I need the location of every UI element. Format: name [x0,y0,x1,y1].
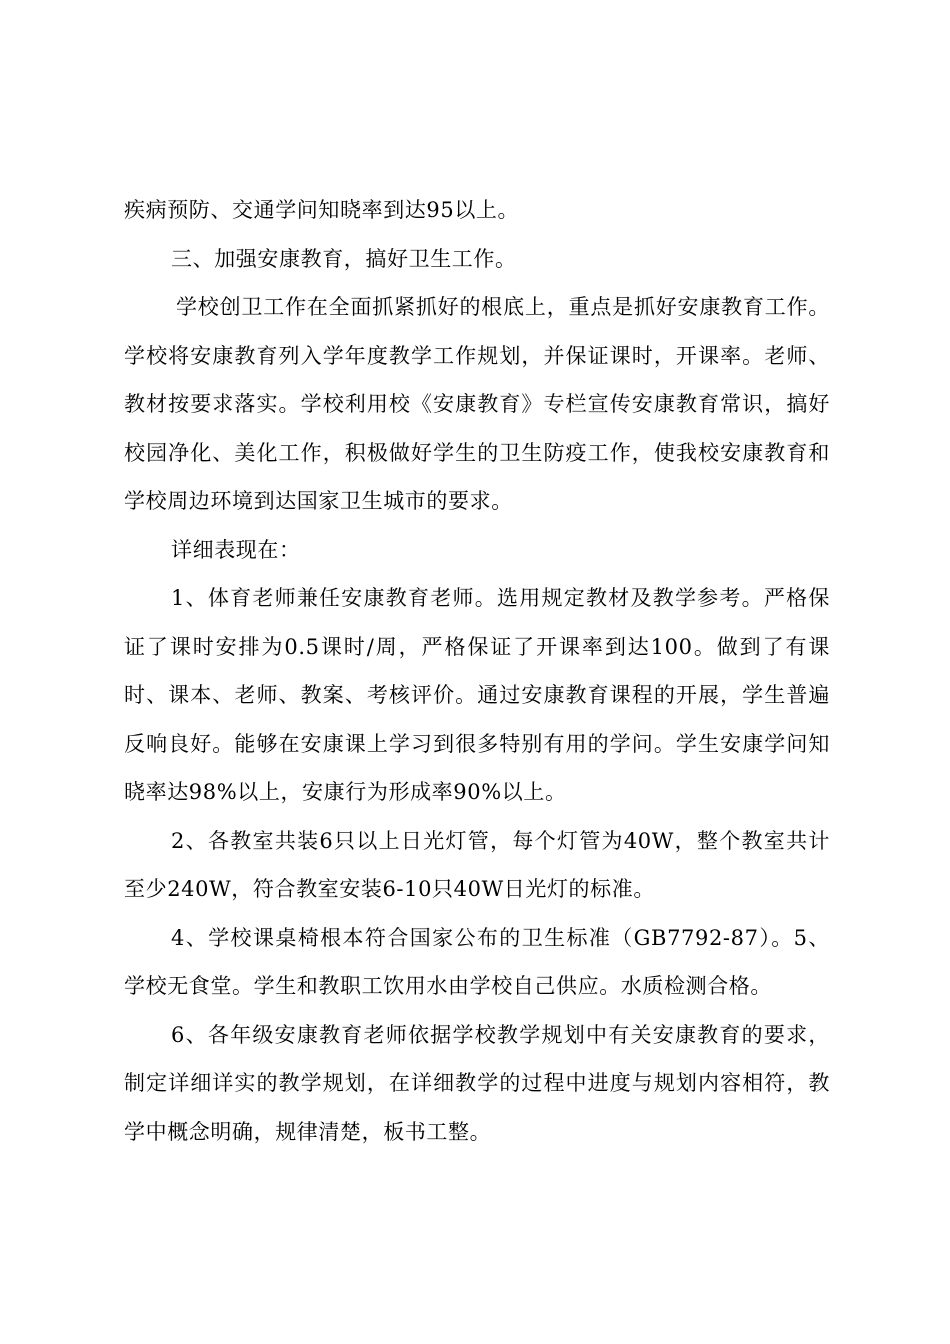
paragraph-item-2: 2、各教室共装6只以上日光灯管，每个灯管为40W，整个教室共计至少240W，符合教室安装6-10只40W日光灯的标准。 [124,828,830,901]
paragraph-continuation: 疾病预防、交通学问知晓率到达95以上。 [124,198,520,222]
paragraph-details-label: 详细表现在： [171,537,301,562]
paragraph-item-6: 6、各年级安康教育老师依据学校教学规划中有关安康教育的要求，制定详细详实的教学规划，在详细教学的过程中进度与规划内容相符，教学中概念明确，规律清楚，板书工整。 [124,1022,830,1144]
paragraph-item-4-5: 4、学校课桌椅根本符合国家公布的卫生标准（GB7792-87）。5、学校无食堂。学生和教职工饮用水由学校自己供应。水质检测合格。 [124,925,830,998]
paragraph-section-intro: 学校创卫工作在全面抓紧抓好的根底上，重点是抓好安康教育工作。学校将安康教育列入学年度教学工作规划，并保证课时，开课率。老师、教材按要求落实。学校利用校《安康教育》专栏宣传安康教育常识，搞好校园净化、美化工作，积极做好学生的卫生防疫工作，使我校安康教育和学校周边环境到达国家卫生城市的要求。 [124,295,830,513]
paragraph-item-1: 1、体育老师兼任安康教育老师。选用规定教材及教学参考。严格保证了课时安排为0.5课时/周，严格保证了开课率到达100。做到了有课时、课本、老师、教案、考核评价。通过安康教育课程的开展，学生普遍反响良好。能够在安康课上学习到很多特别有用的学问。学生安康学问知晓率达98%以上，安康行为形成率90%以上。 [124,586,830,804]
document-body [124,186,830,1156]
section-heading: 三、加强安康教育，搞好卫生工作。 [171,246,517,271]
